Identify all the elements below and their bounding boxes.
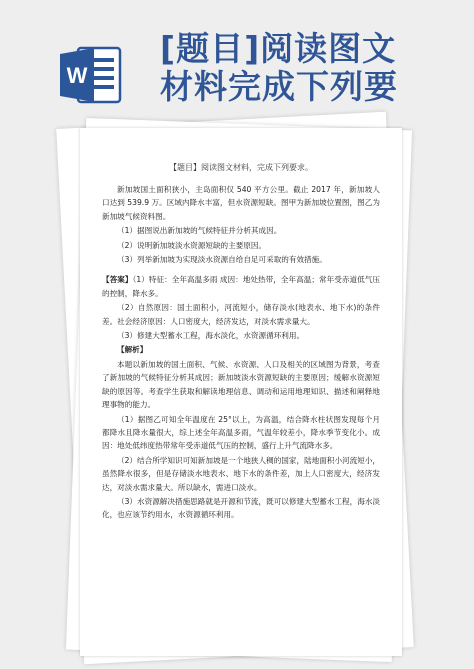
answer-paragraph-1 [102,273,380,300]
document-page [102,158,380,523]
answer-paragraph-2: （2）自然原因：国土面积小，河流短小，储存淡水(地表水、地下水)的条件差。社会经济原因：人口密度大，经济发达，对淡水需求量大。 [102,303,380,326]
title-line-1: [题目]阅读图文 [160,29,397,68]
document-title [160,30,398,106]
answer-label: 【答案】 [102,275,133,285]
analysis-paragraph-1: （1）据图乙可知全年温度在 25°以上，为高温，结合降水柱状图发现每个月都降水且降水量很大，综上述全年高温多雨，气温年较差小，降水季节变化小。成因：地处低纬度热带常年受赤道低气压的控制，盛行上升气流降水多。 [102,414,380,451]
answer-text-1: （1）特征：全年高温多雨 成因：地处热带，全年高温；常年受赤道低气压的控制，降水多。 [102,275,381,298]
question-item: （2）说明新加坡淡水资源短缺的主要原因。 [117,240,267,250]
question-heading: 【题目】阅读图文材料，完成下列要求。 [169,163,313,172]
answer-paragraph-3: （3）修建大型蓄水工程，海水淡化，水资源循环利用。 [117,331,305,341]
svg-text:W: W [66,63,88,88]
question-item: （1）据图说出新加坡的气候特征并分析其成因。 [117,226,282,236]
analysis-paragraph-3: （3）水资源解决措施思路就是开源和节流，既可以修建大型蓄水工程，海水淡化，也应该节约用水，水资源循环利用。 [102,496,381,520]
question-item: （3）列举新加坡为实现淡水资源自给自足可采取的有效措施。 [117,255,327,265]
analysis-intro: 本题以新加坡的国土面积、气候、水资源、人口及相关的区域图为背景，考查了新加坡的气候特征分析其成因；新加坡淡水资源短缺的主要原因；缓解水资源短缺的原因等。考查学生获取和解读地理信息、调动和运用地理知识、描述和阐释地理事物的能力。 [102,359,380,410]
title-line-2: 材料完成下列要 [160,67,398,106]
analysis-label: 【解析】 [117,345,148,355]
intro-paragraph: 新加坡国土面积狭小，主岛面积仅 540 平方公里。截止 2017 年，新加坡人口达到 539.9 万。区域内降水丰富，但水资源短缺。图甲为新加坡位置图，图乙为新加坡气候资料图。 [102,185,380,221]
analysis-paragraph-2: （2）结合所学知识可知新加坡是一个地狭人稠的国家，陆地面积小河流短小，虽然降水很多，但是存储淡水地表水、地下水的条件差，加上人口密度大，经济发达，对淡水需求量大。所以缺水，需进口淡水。 [102,455,381,492]
word-document-icon [58,42,124,108]
